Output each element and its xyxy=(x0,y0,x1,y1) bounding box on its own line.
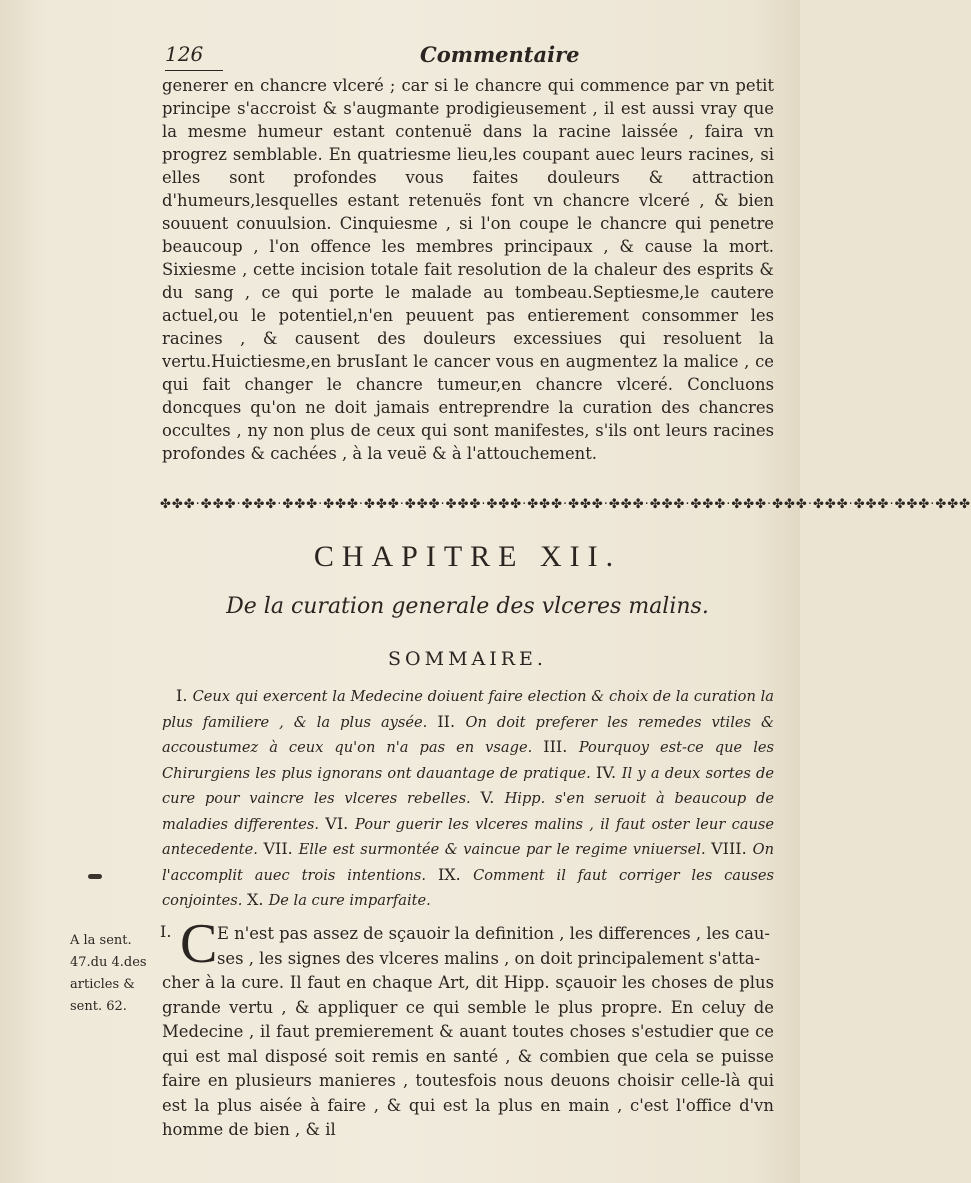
summary-item: Comment il faut corriger les causes conjointes. xyxy=(162,866,774,909)
summary-num: VI. xyxy=(325,813,356,833)
summary-item: Pour guerir les vlceres malins , il faut oster leur cause antecedente. xyxy=(162,815,775,858)
chapter-summary xyxy=(162,684,774,914)
chapter-body-paragraph xyxy=(162,922,774,1143)
margin-note: A la sent. 47.du 4.des articles & sent. 62. xyxy=(70,933,147,1014)
summary-num: II. xyxy=(437,711,466,731)
paragraph-line: ses , les signes des vlceres malins , on doit principalement s'atta- xyxy=(217,948,761,968)
summary-item: Il y a deux sortes de cure pour vaincre les vlceres rebelles. xyxy=(162,764,775,807)
sommaire-heading: SOMMAIRE. xyxy=(388,648,547,670)
paragraph-number: I. xyxy=(160,922,172,941)
summary-item: On l'accomplit auec trois intentions. xyxy=(162,841,775,884)
body-paragraph-text: generer en chancre vlceré ; car si le chancre qui commence par vn petit principe s'accroist & s'augmante prodigieusement , il est aussi vray que la mesme humeur estant contenuë dans la racine laissée , faira vn progrez semblable. En quatriesme lieu,les coupant auec leurs racines, si elles sont profondes vous faites douleurs & attraction d'humeurs,lesquelles estant retenuës font vn chancre vlceré , & bien souuent conuulsion. Cinquiesme , si l'on coupe le chancre qui penetre beaucoup , l'on offence les membres principaux , & cause la mort. Sixiesme , cette incision totale fait resolution de la chaleur des esprits & du sang , ce qui porte le malade au tombeau.Septiesme,le cautere actuel,ou le potentiel,n'en peuuent pas entierement consommer les racines , & causent des douleurs excessiues qui resoluent la vertu.Huictiesme,en brusIant le cancer vous en augmentez la malice , ce qui fait changer le chancre tumeur,en chancre vlceré. Concluons doncques qu'on ne doit jamais entreprendre la curation des chancres occultes , ny non plus de ceux qui sont manifestes, s'ils ont leurs racines profondes & cachées , à la veuë & à l'attouchement. xyxy=(162,76,774,463)
summary-num: V. xyxy=(480,788,505,807)
summary-item: Elle est surmontée & vaincue par le regime vniuersel. xyxy=(298,841,706,858)
header-rule xyxy=(165,70,223,71)
summary-num: I. xyxy=(176,686,193,705)
summary-item: On doit preferer les remedes vtiles & accoustumez à ceux qu'on n'a pas en vsage. xyxy=(162,713,774,756)
summary-num: III. xyxy=(543,737,579,756)
running-title: Commentaire xyxy=(420,42,580,67)
body-paragraph xyxy=(162,74,774,465)
paragraph-text: cher à la cure. Il faut en chaque Art, dit Hipp. sçauoir les choses de plus grande vertu , & appliquer ce qui semble le plus propre. En celuy de Medecine , il faut premierement & auant toutes choses s'estudier que ce qui est mal disposé soit remis en santé , & combien que cela se puisse faire en plusieurs manieres , toutesfois nous deuons choisir celle-là qui est la plus aisée à faire , & qui est la plus en main , c'est l'office d'vn homme de bien , & il xyxy=(162,973,774,1139)
summary-item: Pourquoy est-ce que les Chirurgiens les plus ignorans ont dauantage de pratique. xyxy=(162,739,775,782)
ornamental-divider: ✤✤✤·✤✤✤·✤✤✤·✤✤✤·✤✤✤·✤✤✤·✤✤✤·✤✤✤·✤✤✤·✤✤✤·✤✤✤·✤✤✤·✤✤✤·✤✤✤·✤✤✤·✤✤✤·✤✤✤·✤✤✤·✤✤✤·✤✤✤ xyxy=(160,497,971,512)
summary-item: Ceux qui exercent la Medecine doiuent faire election & choix de la curation la plus familiere , & la plus aysée. xyxy=(162,688,774,731)
summary-num: X. xyxy=(247,890,269,909)
page-number: 126 xyxy=(165,42,204,66)
summary-num: IV. xyxy=(595,762,622,782)
chapter-subtitle: De la curation generale des vlceres malins. xyxy=(226,594,709,619)
summary-item: De la cure imparfaite. xyxy=(268,892,431,909)
summary-num: VIII. xyxy=(711,839,753,858)
summary-num: IX. xyxy=(437,864,474,884)
drop-cap: C xyxy=(180,913,218,975)
page-header xyxy=(165,42,775,72)
summary-num: VII. xyxy=(263,839,299,858)
ink-smudge xyxy=(88,874,102,879)
paragraph-line: E n'est pas assez de sçauoir la definition , les differences , les cau- xyxy=(217,924,770,943)
summary-item: Hipp. s'en seruoit à beaucoup de maladies differentes. xyxy=(162,790,774,833)
chapter-title: CHAPITRE XII. xyxy=(313,540,622,573)
